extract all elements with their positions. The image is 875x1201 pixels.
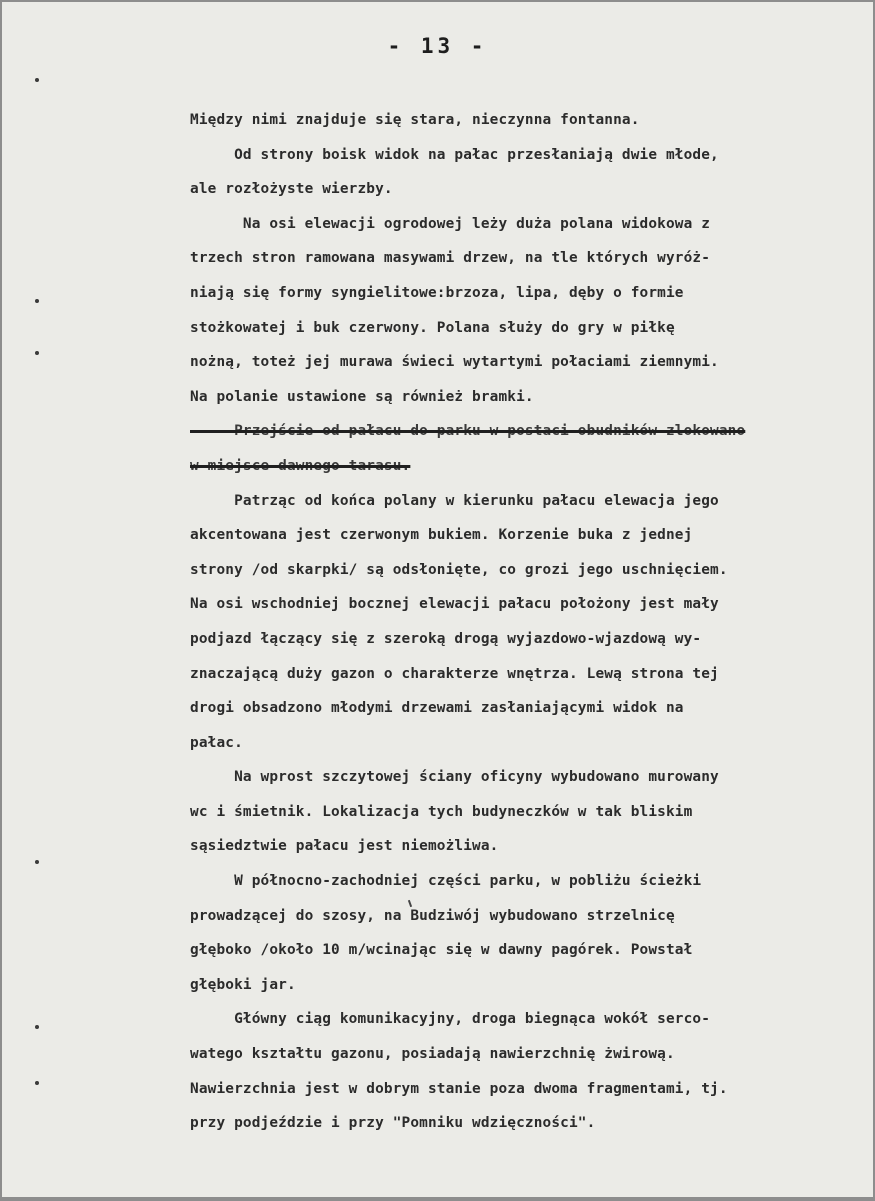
body-text xyxy=(190,106,870,1144)
text-line: drogi obsadzono młodymi drzewami zasłaniającymi widok na xyxy=(190,700,684,717)
text-line: Na wprost szczytowej ściany oficyny wybudowano murowany xyxy=(190,769,719,786)
text-line: niają się formy syngielitowe:brzoza, lipa, dęby o formie xyxy=(190,284,684,301)
text-line: głęboki jar. xyxy=(190,976,296,993)
text-line: Główny ciąg komunikacyjny, droga biegnąca wokół serco- xyxy=(190,1011,711,1028)
margin-dot xyxy=(35,351,39,355)
text-line: stożkowatej i buk czerwony. Polana służy do gry w piłkę xyxy=(190,319,675,336)
text-line: Od strony boisk widok na pałac przesłaniają dwie młode, xyxy=(190,146,719,163)
text-line: Na osi elewacji ogrodowej leży duża polana widokowa z xyxy=(190,215,711,232)
page-number: - 13 - xyxy=(387,34,488,58)
text-line: głęboko /około 10 m/wcinając się w dawny pagórek. Powstał xyxy=(190,942,693,959)
text-line: przy podjeździe i przy "Pomniku wdzięczności". xyxy=(190,1115,596,1132)
text-line: Na polanie ustawione są również bramki. xyxy=(190,388,534,405)
text-line: prowadzącej do szosy, na Budziwój wybudowano strzelnicę xyxy=(190,907,675,924)
text-line: nożną, toteż jej murawa świeci wytartymi połaciami ziemnymi. xyxy=(190,354,719,371)
struck-through-line: Przejście od pałacu do parku w postaci obudników zlokowano xyxy=(190,423,746,440)
margin-dot xyxy=(35,78,39,82)
document-page xyxy=(2,2,873,1197)
text-line: trzech stron ramowana masywami drzew, na tle których wyróż- xyxy=(190,250,711,267)
text-line: Nawierzchnia jest w dobrym stanie poza dwoma fragmentami, tj. xyxy=(190,1080,728,1097)
text-line: pałac. xyxy=(190,734,243,751)
text-line: znaczającą duży gazon o charakterze wnętrza. Lewą strona tej xyxy=(190,665,719,682)
text-line: watego kształtu gazonu, posiadają nawierzchnię żwirową. xyxy=(190,1046,675,1063)
text-line: ale rozłożyste wierzby. xyxy=(190,181,393,198)
text-line: strony /od skarpki/ są odsłonięte, co grozi jego uschnięciem. xyxy=(190,561,728,578)
text-line: Na osi wschodniej bocznej elewacji pałacu położony jest mały xyxy=(190,596,719,613)
text-line: wc i śmietnik. Lokalizacja tych budyneczków w tak bliskim xyxy=(190,803,693,820)
margin-dot xyxy=(35,860,39,864)
text-line: W północno-zachodniej części parku, w pobliżu ścieżki xyxy=(190,873,702,890)
text-line: Patrząc od końca polany w kierunku pałacu elewacja jego xyxy=(190,492,719,509)
text-line: podjazd łączący się z szeroką drogą wyjazdowo-wjazdową wy- xyxy=(190,630,702,647)
text-line: Między nimi znajduje się stara, nieczynna fontanna. xyxy=(190,112,640,128)
margin-dot xyxy=(35,1025,39,1029)
margin-dot xyxy=(35,299,39,303)
struck-through-line: w miejsce dawnego tarasu. xyxy=(190,457,411,474)
text-line: sąsiedztwie pałacu jest niemożliwa. xyxy=(190,838,499,855)
text-line: akcentowana jest czerwonym bukiem. Korzenie buka z jednej xyxy=(190,527,693,544)
margin-dot xyxy=(35,1081,39,1085)
